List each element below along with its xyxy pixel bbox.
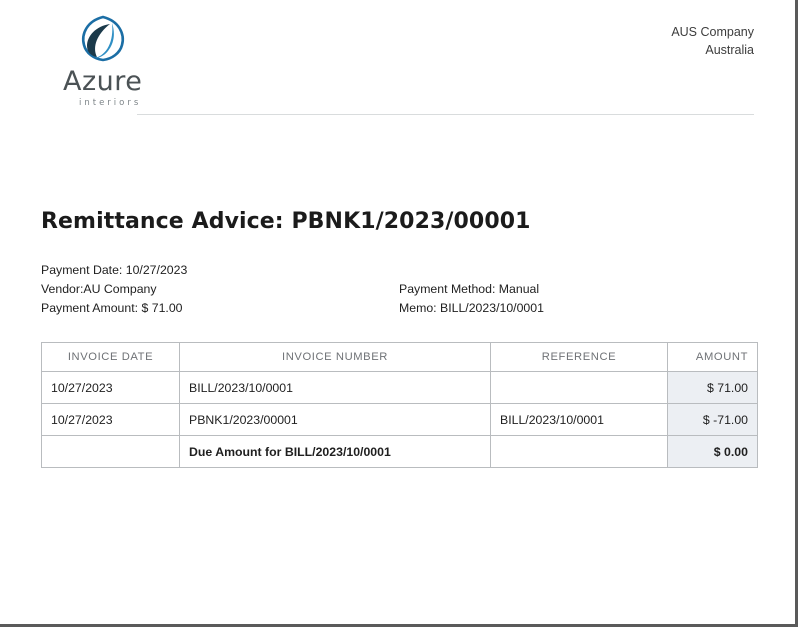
table-row <box>42 404 758 436</box>
meta-column-right <box>399 261 754 318</box>
vendor: Vendor:AU Company <box>41 282 157 297</box>
meta-column-left <box>41 261 399 318</box>
meta-spacer <box>399 261 754 280</box>
column-header-invoice-date: INVOICE DATE <box>42 343 180 372</box>
cell-invoice-number: BILL/2023/10/0001 <box>180 372 491 404</box>
column-header-amount: AMOUNT <box>668 343 758 372</box>
column-header-reference: REFERENCE <box>491 343 668 372</box>
payment-meta <box>41 261 754 318</box>
cell-total-amount: $ 0.00 <box>668 436 758 468</box>
cell-invoice-date: 10/27/2023 <box>42 372 180 404</box>
table-row-total <box>42 436 758 468</box>
cell-invoice-date: 10/27/2023 <box>42 404 180 436</box>
payment-amount: Payment Amount: $ 71.00 <box>41 301 183 316</box>
cell-due-amount-label: Due Amount for BILL/2023/10/0001 <box>180 436 491 468</box>
page-content <box>41 14 754 468</box>
cell-invoice-number: PBNK1/2023/00001 <box>180 404 491 436</box>
table-header-row <box>42 343 758 372</box>
page-title: Remittance Advice: PBNK1/2023/00001 <box>41 209 531 234</box>
cell-invoice-date <box>42 436 180 468</box>
cell-amount: $ -71.00 <box>668 404 758 436</box>
payment-date: Payment Date: 10/27/2023 <box>41 263 188 277</box>
cell-amount: $ 71.00 <box>668 372 758 404</box>
memo: Memo: BILL/2023/10/0001 <box>399 301 544 316</box>
brand-block <box>41 14 259 108</box>
brand-name: Azure <box>63 66 143 97</box>
brand-subtitle: interiors <box>79 98 142 108</box>
header-divider <box>137 114 754 115</box>
column-header-invoice-number: INVOICE NUMBER <box>180 343 491 372</box>
cell-reference: BILL/2023/10/0001 <box>491 404 668 436</box>
company-address <box>671 14 754 59</box>
document-header <box>41 14 754 106</box>
azure-leaf-logo-icon <box>77 14 129 66</box>
cell-reference <box>491 372 668 404</box>
table-row <box>42 372 758 404</box>
remittance-table <box>41 342 758 468</box>
company-country: Australia <box>705 43 754 58</box>
cell-reference <box>491 436 668 468</box>
company-name: AUS Company <box>671 25 754 39</box>
payment-method: Payment Method: Manual <box>399 282 540 296</box>
